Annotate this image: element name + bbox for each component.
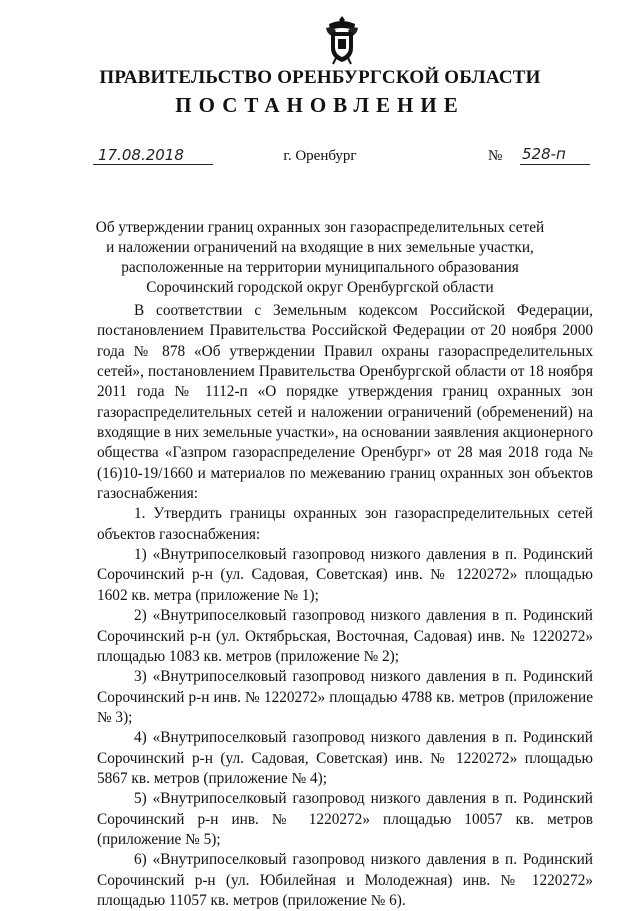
document-body bbox=[97, 301, 593, 911]
document-number: 528-п bbox=[522, 145, 566, 163]
subject-line: и наложении ограничений на входящие в них земельные участки, bbox=[106, 239, 534, 256]
clause-1: 1. Утвердить границы охранных зон газораспределительных сетей объектов газоснабжения: bbox=[97, 505, 593, 543]
list-item: 2) «Внутрипоселковый газопровод низкого давления в п. Родинский Сорочинский р-н (ул. Октябрьская, Восточная, Садовая) инв. № 1220272» площадью 1083 кв. метров (приложение № 2); bbox=[97, 607, 593, 665]
coat-of-arms-icon bbox=[323, 14, 361, 66]
list-item: 3) «Внутрипоселковый газопровод низкого давления в п. Родинский Сорочинский р-н инв. № 1220272» площадью 4788 кв. метров (приложение № 3); bbox=[97, 668, 593, 726]
document-subject bbox=[0, 218, 640, 298]
subject-line: Об утверждении границ охранных зон газораспределительных сетей bbox=[95, 219, 545, 236]
list-item: 1) «Внутрипоселковый газопровод низкого давления в п. Родинский Сорочинский р-н (ул. Садовая, Советская) инв. № 1220272» площадью 1602 кв. метра (приложение № 1); bbox=[97, 546, 593, 604]
list-item: 5) «Внутрипоселковый газопровод низкого давления в п. Родинский Сорочинский р-н инв. № 1220272» площадью 10057 кв. метров (приложение № 5); bbox=[97, 790, 593, 848]
subject-line: расположенные на территории муниципального образования bbox=[121, 259, 519, 276]
list-item: 6) «Внутрипоселковый газопровод низкого давления в п. Родинский Сорочинский р-н (ул. Юбилейная и Молодежная) инв. № 1220272» площадью 11057 кв. метров (приложение № 6). bbox=[97, 851, 593, 909]
document-type: ПОСТАНОВЛЕНИЕ bbox=[175, 93, 465, 117]
subject-line: Сорочинский городской округ Оренбургской области bbox=[146, 279, 494, 296]
preamble-paragraph: В соответствии с Земельным кодексом Российской Федерации, постановлением Правительства Российской Федерации от 20 ноября 2000 года № 878 «Об утверждении Правил охраны газораспределительных сетей», постановлением Правительства Оренбургской области от 18 ноября 2011 года № 1112-п «О порядке утверждения границ охранных зон газораспределительных сетей и наложении ограничений (обременений) на входящие в них земельные участки», на основании заявления акционерного общества «Газпром газораспределение Оренбург» от 28 мая 2018 года № (16)10-19/1660 и материалов по межеванию границ охранных зон объектов газоснабжения: bbox=[97, 302, 593, 503]
list-item: 4) «Внутрипоселковый газопровод низкого давления в п. Родинский Сорочинский р-н (ул. Садовая, Советская) инв. № 1220272» площадью 5867 кв. метров (приложение № 4); bbox=[97, 729, 593, 787]
number-underline bbox=[520, 164, 590, 165]
government-title: ПРАВИТЕЛЬСТВО ОРЕНБУРГСКОЙ ОБЛАСТИ bbox=[99, 67, 541, 88]
document-date: 17.08.2018 bbox=[98, 146, 184, 164]
number-label: № bbox=[488, 148, 503, 164]
document-city: г. Оренбург bbox=[283, 148, 357, 164]
